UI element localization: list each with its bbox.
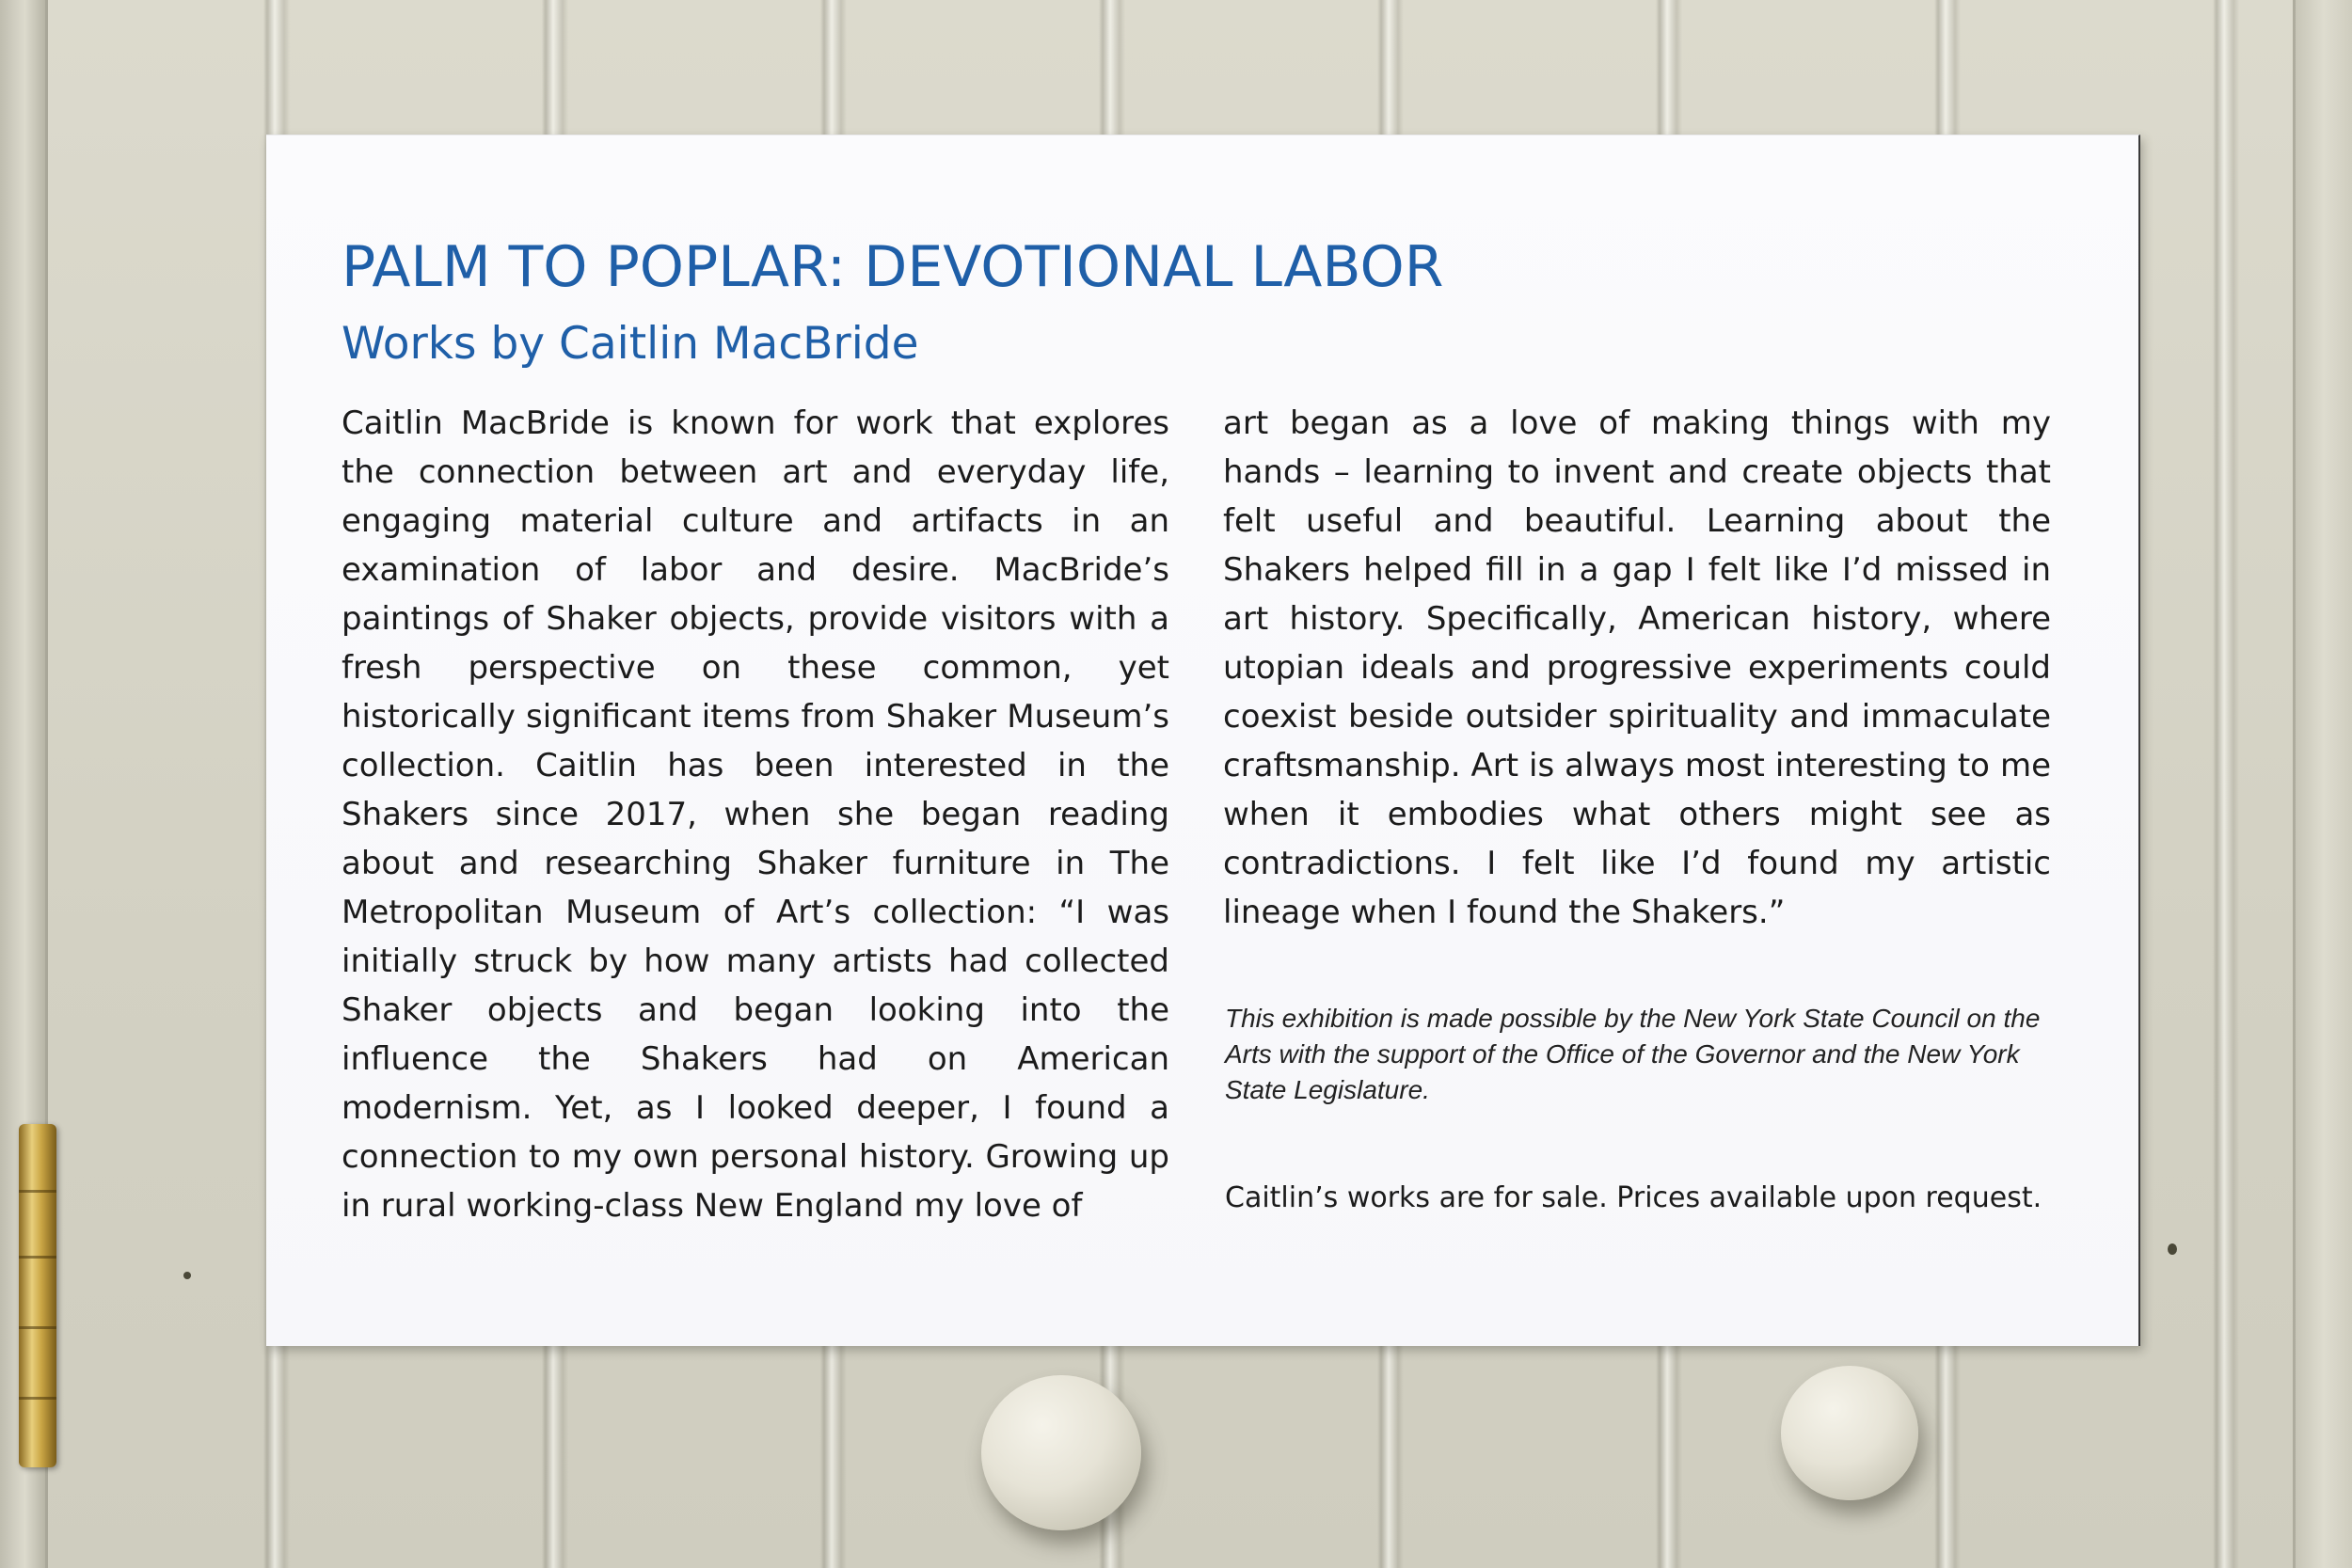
sign-title: PALM TO POPLAR: DEVOTIONAL LABOR — [342, 234, 1444, 300]
sale-note: Caitlin’s works are for sale. Prices available upon request. — [1225, 1181, 2042, 1214]
hinge-knuckle — [19, 1256, 56, 1259]
screw-hole — [183, 1272, 191, 1279]
hinge-knuckle — [19, 1326, 56, 1329]
screw-hole — [2168, 1243, 2177, 1255]
hinge-knuckle — [19, 1190, 56, 1193]
cabinet-knob-left — [981, 1375, 1141, 1530]
door-frame-right — [2293, 0, 2352, 1568]
cabinet-knob-right — [1781, 1366, 1918, 1500]
body-text-left-column: Caitlin MacBride is known for work that explores the connection between art and everyday life, engaging material culture and artifacts in an examination of labor and desire. MacBride’s paintings of Shaker objects, provide visitors with a fresh perspective on these common, yet historically significant items from Shaker Museum’s collection. Caitlin has been interested in the Shakers since 2017, when she began reading about and researching Shaker furniture in The Metropolitan Museum of Art’s collection: “I was initially struck by how many artists had collected Shaker objects and began looking into the influence the Shakers had on American modernism. Yet, as I looked deeper, I found a connection to my own personal history. Growing up in rural working-class New England my love of — [342, 404, 1169, 1225]
hinge-knuckle — [19, 1397, 56, 1400]
funding-credit: This exhibition is made possible by the New York State Council on the Arts with the support of the Office of the Governor and the New York State Legislature. — [1225, 1004, 2041, 1104]
exhibition-sign — [266, 135, 2140, 1346]
body-text-right-column: art began as a love of making things with my hands – learning to invent and create objects that felt useful and beautiful. Learning about the Shakers helped fill in a gap I felt like I’d missed in art history. Specifically, American history, where utopian ideals and progressive experiments could coexist beside outsider spirituality and immaculate craftsmanship. Art is always most interesting to me when it embodies what others might see as contradictions. I felt like I’d found my artistic lineage when I found the Shakers.” — [1223, 404, 2051, 931]
brass-hinge — [19, 1124, 56, 1467]
sign-subtitle: Works by Caitlin MacBride — [342, 318, 919, 370]
